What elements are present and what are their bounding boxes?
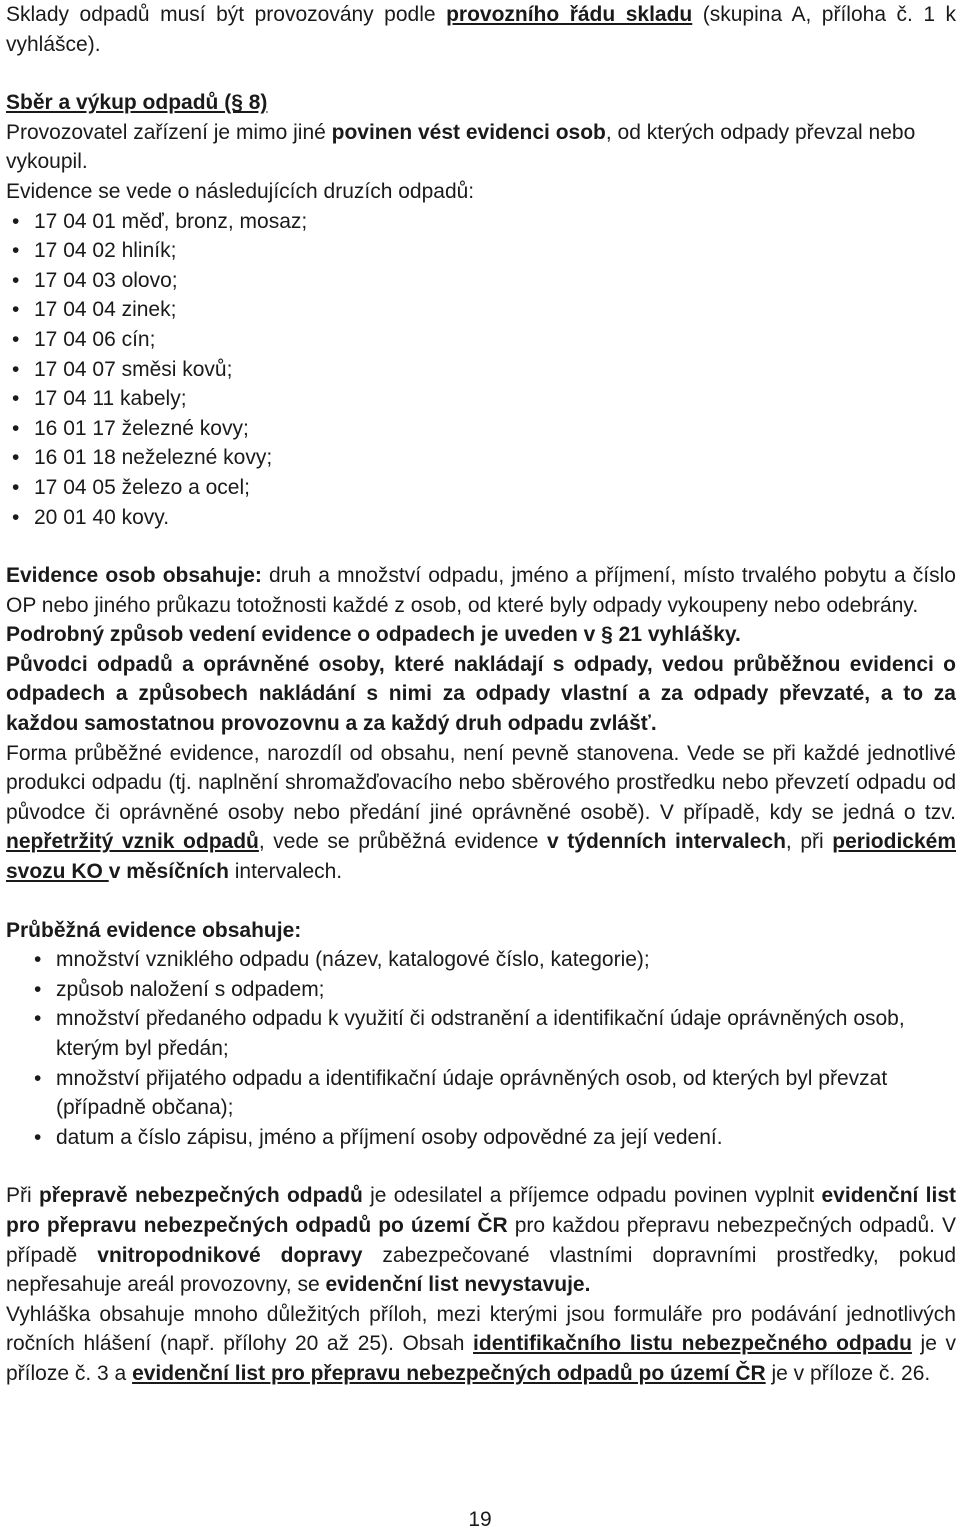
list-item: • 17 04 04 zinek; — [12, 298, 177, 322]
item-text: množství vzniklého odpadu (název, katalogové číslo, kategorie); — [56, 948, 650, 972]
list-item: • 17 04 01 měď, bronz, mosaz; — [12, 209, 308, 233]
item-text: 17 04 02 hliník; — [34, 239, 177, 263]
section-heading-sber — [6, 88, 956, 118]
item-text: 17 04 04 zinek; — [34, 298, 177, 322]
bold-text: v měsíčních — [108, 860, 229, 884]
link-periodicky-svoz[interactable]: periodickém svozu KO — [6, 830, 956, 884]
intro-text: Sklady odpadů musí být provozovány podle — [6, 3, 447, 26]
heading-sber-vykup: Sběr a výkup odpadů (§ 8) — [6, 91, 268, 115]
text: , od kterých odpady převzal nebo vykoupil. — [6, 120, 916, 174]
link-evidencni-list[interactable]: evidenční list pro přepravu nebezpečných odpadů po území ČR — [132, 1361, 766, 1385]
bold-povinen: povinen vést evidenci osob — [331, 120, 606, 144]
list-item: • 17 04 05 železo a ocel; — [12, 475, 250, 499]
item-text: množství předaného odpadu k využití či odstranění a identifikační údaje oprávněných osob, kterým byl předán; — [56, 1007, 905, 1060]
text: je v příloze č. 3 a — [6, 1332, 957, 1385]
text: , při — [785, 830, 833, 854]
list-item: • 17 04 11 kabely; — [12, 387, 187, 411]
item-text: datum a číslo zápisu, jméno a příjmení osoby odpovědné za její vedení. — [56, 1125, 723, 1149]
item-text: 17 04 05 železo a ocel; — [34, 475, 250, 499]
list-item: • množství vzniklého odpadu (název, katalogové číslo, kategorie); — [34, 948, 650, 972]
list-item: • 20 01 40 kovy. — [12, 505, 170, 529]
page-number: 19 — [468, 1508, 492, 1531]
text: Vyhláška obsahuje mnoho důležitých příloh, mezi kterými jsou formuláře pro podávání jednotlivých ročních hlášení (např. přílohy 20 až 25). Obsah — [6, 1302, 956, 1356]
item-text: 20 01 40 kovy. — [34, 505, 170, 529]
forma-paragraph — [6, 739, 956, 887]
list-item: • 17 04 07 směsi kovů; — [12, 357, 233, 381]
text: , vede se průběžná evidence — [258, 830, 547, 854]
text: Při — [6, 1184, 39, 1208]
item-text: množství přijatého odpadu a identifikační údaje oprávněných osob, od kterých byl převzat (případně občana); — [56, 1066, 888, 1120]
link-identifikacni-list[interactable]: identifikačního listu nebezpečného odpadu — [473, 1332, 912, 1356]
list-item: • 16 01 17 železné kovy; — [12, 416, 249, 440]
bold-text: vnitropodnikové dopravy — [97, 1243, 363, 1267]
item-text: 17 04 11 kabely; — [34, 387, 187, 411]
bold-text: přepravě nebezpečných odpadů — [38, 1184, 363, 1208]
link-neprerzity-vznik[interactable]: nepřetržitý vznik odpadů — [6, 830, 259, 854]
podrobny-zpusob — [6, 620, 956, 650]
text: zabezpečované vlastními dopravními prostředky, pokud nepřesahuje areál provozovny, se — [6, 1243, 956, 1297]
heading-text: Průběžná evidence obsahuje: — [6, 918, 302, 942]
bold-text: v týdenních intervalech — [547, 830, 786, 854]
bold-label: Evidence osob obsahuje: — [6, 564, 262, 588]
bold-text: Původci odpadů a oprávněné osoby, které nakládají s odpady, vedou průběžnou evidenci o odpadech a způsobech nakládání s nimi za odpady vlastní a za odpady převzaté, a to za každou samostatnou provozovnu a za každý druh odpadu zvlášť. — [6, 652, 956, 736]
bold-text: evidenční list nevystavuje. — [325, 1273, 591, 1297]
text: je v příloze č. 26. — [765, 1361, 931, 1385]
item-text: 16 01 18 neželezné kovy; — [34, 446, 273, 470]
text: Provozovatel zařízení je mimo jiné — [6, 120, 332, 144]
intro-text-end: (skupina A, příloha č. 1 k vyhlášce). — [6, 3, 957, 56]
text: druh a množství odpadu, jméno a příjmení, místo trvalého pobytu a číslo OP nebo jiného průkazu totožnosti každé z osob, od které byly odpady vykoupeny nebo odebrány. — [6, 564, 956, 617]
item-text: 16 01 17 železné kovy; — [34, 416, 249, 440]
link-provozni-rad[interactable]: provozního řádu skladu — [446, 3, 693, 26]
document-page — [6, 0, 956, 1389]
list-intro: Evidence se vede o následujících druzích odpadů: — [6, 179, 475, 203]
preprava-paragraph — [6, 1181, 956, 1299]
evidence-osob-paragraph — [6, 561, 956, 620]
item-text: 17 04 01 měď, bronz, mosaz; — [34, 209, 308, 233]
item-text: 17 04 06 cín; — [34, 327, 156, 351]
puvodci-paragraph — [6, 650, 956, 739]
list-item: • množství přijatého odpadu a identifikační údaje oprávněných osob, od kterých byl převzat (případně občana); — [34, 1066, 888, 1120]
vyhlaska-paragraph — [6, 1300, 956, 1389]
list-item: • způsob naložení s odpadem; — [34, 977, 325, 1001]
list-item: • 17 04 06 cín; — [12, 327, 156, 351]
text: je odesilatel a příjemce odpadu povinen vyplnit — [362, 1184, 822, 1208]
list-item: • 17 04 03 olovo; — [12, 268, 178, 292]
text: Forma průběžné evidence, narozdíl od obsahu, není pevně stanovena. Vede se při každé jednotlivé produkci odpadu (tj. naplnění shromažďovacího nebo sběrového prostředku nebo převzetí odpadu od původce či oprávněné osoby nebo předání jiné oprávněné osobě). V případě, kdy se jedná o tzv. — [6, 741, 956, 824]
item-text: způsob naložení s odpadem; — [56, 977, 325, 1001]
item-text: 17 04 03 olovo; — [34, 268, 178, 292]
prubezna-heading — [6, 916, 956, 946]
item-text: 17 04 07 směsi kovů; — [34, 357, 233, 381]
list-item: • 17 04 02 hliník; — [12, 239, 177, 263]
bold-text: evidenční list pro přepravu nebezpečných odpadů po území ČR — [6, 1184, 956, 1237]
intro-paragraph — [6, 0, 956, 59]
list-item: • datum a číslo zápisu, jméno a příjmení osoby odpovědné za její vedení. — [34, 1125, 723, 1149]
bold-text: Podrobný způsob vedení evidence o odpadech je uveden v § 21 vyhlášky. — [6, 623, 741, 647]
waste-code-list — [6, 207, 956, 533]
text: pro každou přepravu nebezpečných odpadů. V případě — [6, 1213, 957, 1267]
prubezna-list — [6, 945, 956, 1152]
provozovatel-paragraph — [6, 118, 956, 177]
list-item: • 16 01 18 neželezné kovy; — [12, 446, 273, 470]
text: intervalech. — [228, 860, 343, 884]
list-item: • množství předaného odpadu k využití či odstranění a identifikační údaje oprávněných osob, kterým byl předán; — [34, 1007, 905, 1060]
